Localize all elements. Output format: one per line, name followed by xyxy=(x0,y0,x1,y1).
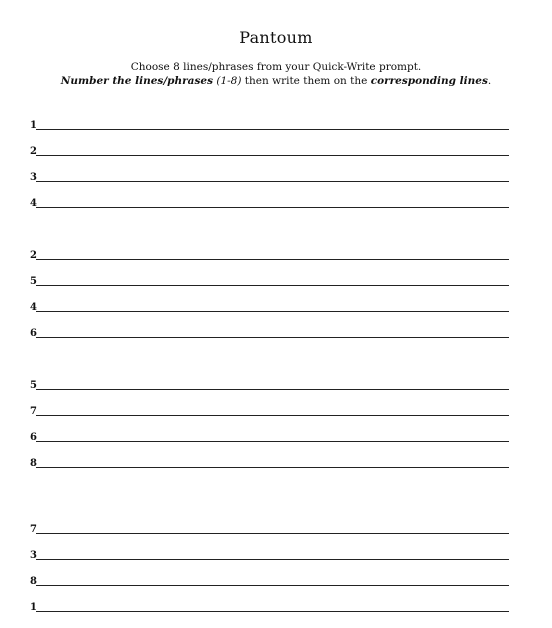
blank-rule xyxy=(36,285,509,286)
blank-rule xyxy=(36,441,509,442)
blank-rule xyxy=(36,337,509,338)
line-number: 2 xyxy=(30,146,37,157)
blank-rule xyxy=(36,585,509,586)
writing-line[interactable] xyxy=(30,324,509,338)
writing-line[interactable] xyxy=(30,402,509,416)
writing-line[interactable] xyxy=(30,546,509,560)
writing-line[interactable] xyxy=(30,168,509,182)
writing-line[interactable] xyxy=(30,454,509,468)
blank-rule xyxy=(36,259,509,260)
writing-line[interactable] xyxy=(30,428,509,442)
line-number: 5 xyxy=(30,276,37,287)
line-number: 6 xyxy=(30,432,37,443)
instruction-line-2 xyxy=(0,74,552,88)
blank-rule xyxy=(36,129,509,130)
instruction-emphasis-2: corresponding lines xyxy=(370,75,488,87)
line-number: 8 xyxy=(30,458,37,469)
line-number: 7 xyxy=(30,406,37,417)
blank-rule xyxy=(36,389,509,390)
writing-line[interactable] xyxy=(30,142,509,156)
instruction-line-1: Choose 8 lines/phrases from your Quick-Write prompt. xyxy=(130,61,422,73)
line-number: 1 xyxy=(30,602,37,613)
line-number: 3 xyxy=(30,550,37,561)
line-number: 8 xyxy=(30,576,37,587)
line-number: 6 xyxy=(30,328,37,339)
blank-rule xyxy=(36,207,509,208)
line-number: 4 xyxy=(30,302,37,313)
blank-rule xyxy=(36,415,509,416)
writing-line[interactable] xyxy=(30,194,509,208)
line-number: 4 xyxy=(30,198,37,209)
blank-rule xyxy=(36,559,509,560)
page-title: Pantoum xyxy=(239,28,313,47)
writing-line[interactable] xyxy=(30,116,509,130)
blank-rule xyxy=(36,533,509,534)
writing-line[interactable] xyxy=(30,272,509,286)
blank-rule xyxy=(36,181,509,182)
line-number: 7 xyxy=(30,524,37,535)
blank-rule xyxy=(36,155,509,156)
line-number: 1 xyxy=(30,120,37,131)
line-number: 5 xyxy=(30,380,37,391)
line-number: 3 xyxy=(30,172,37,183)
blank-rule xyxy=(36,611,509,612)
line-number: 2 xyxy=(30,250,37,261)
instruction-text: then write them on the xyxy=(244,75,368,87)
writing-line[interactable] xyxy=(30,246,509,260)
blank-rule xyxy=(36,467,509,468)
writing-line[interactable] xyxy=(30,298,509,312)
writing-line[interactable] xyxy=(30,598,509,612)
instruction-range: (1-8) xyxy=(216,75,242,87)
writing-line[interactable] xyxy=(30,520,509,534)
writing-line[interactable] xyxy=(30,572,509,586)
instruction-emphasis: Number the lines/phrases xyxy=(60,75,213,87)
blank-rule xyxy=(36,311,509,312)
writing-line[interactable] xyxy=(30,376,509,390)
instruction-end: . xyxy=(487,75,492,87)
